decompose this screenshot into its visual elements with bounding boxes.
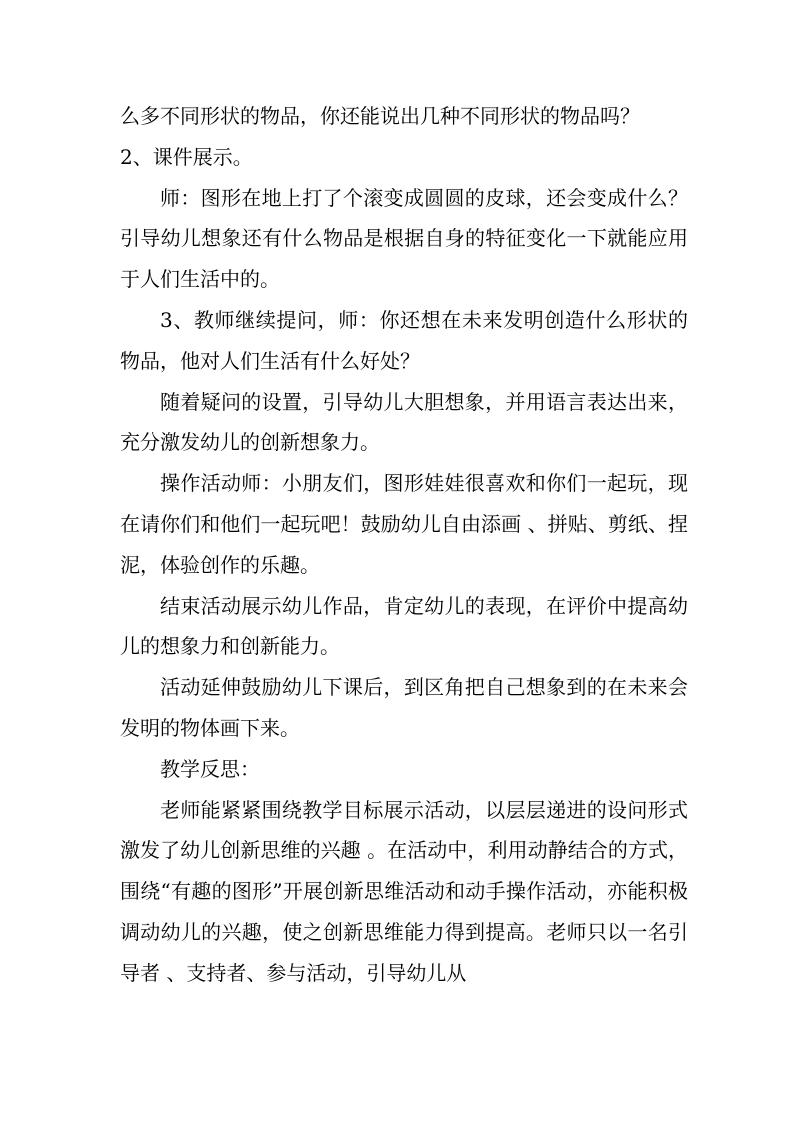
paragraph-reflection-heading: 教学反思： [160,756,260,781]
paragraph-reflection-body: 老师能紧紧围绕教学目标展示活动，以层层递进的设问形式激发了幼儿创新思维的兴趣 。在活动中，利用动静结合的方式，围绕“有趣的图形”开展创新思维活动和动手操作活动，亦能积极调动幼儿的兴趣，使之创新思维能力得到提高。老师只以一名引导者 、支持者、参与活动，引导幼儿从 [120,797,688,985]
document-body [120,96,688,994]
paragraph-teacher-ball: 师：图形在地上打了个滚变成圆圆的皮球，还会变成什么？引导幼儿想象还有什么物品是根据自身的特征变化一下就能应用于人们生活中的。 [120,185,688,292]
paragraph-courseware-heading: 2、课件展示。 [120,144,253,169]
paragraph-continuation: 么多不同形状的物品，你还能说出几种不同形状的物品吗？ [120,104,640,128]
paragraph-end-activity: 结束活动展示幼儿作品，肯定幼儿的表现，在评价中提高幼儿的想象力和创新能力。 [120,593,688,659]
paragraph-teacher-question: 3、教师继续提问，师：你还想在未来发明创造什么形状的物品，他对人们生活有什么好处？ [120,307,688,373]
paragraph-imagination: 随着疑问的设置，引导幼儿大胆想象，并用语言表达出来，充分激发幼儿的创新想象力。 [120,389,688,455]
paragraph-operation-activity: 操作活动师：小朋友们，图形娃娃很喜欢和你们一起玩，现在请你们和他们一起玩吧！鼓励幼儿自由添画 、拼贴、剪纸、捏泥，体验创作的乐趣。 [120,471,688,577]
paragraph-activity-extension: 活动延伸鼓励幼儿下课后，到区角把自己想象到的在未来会发明的物体画下来。 [120,675,688,740]
